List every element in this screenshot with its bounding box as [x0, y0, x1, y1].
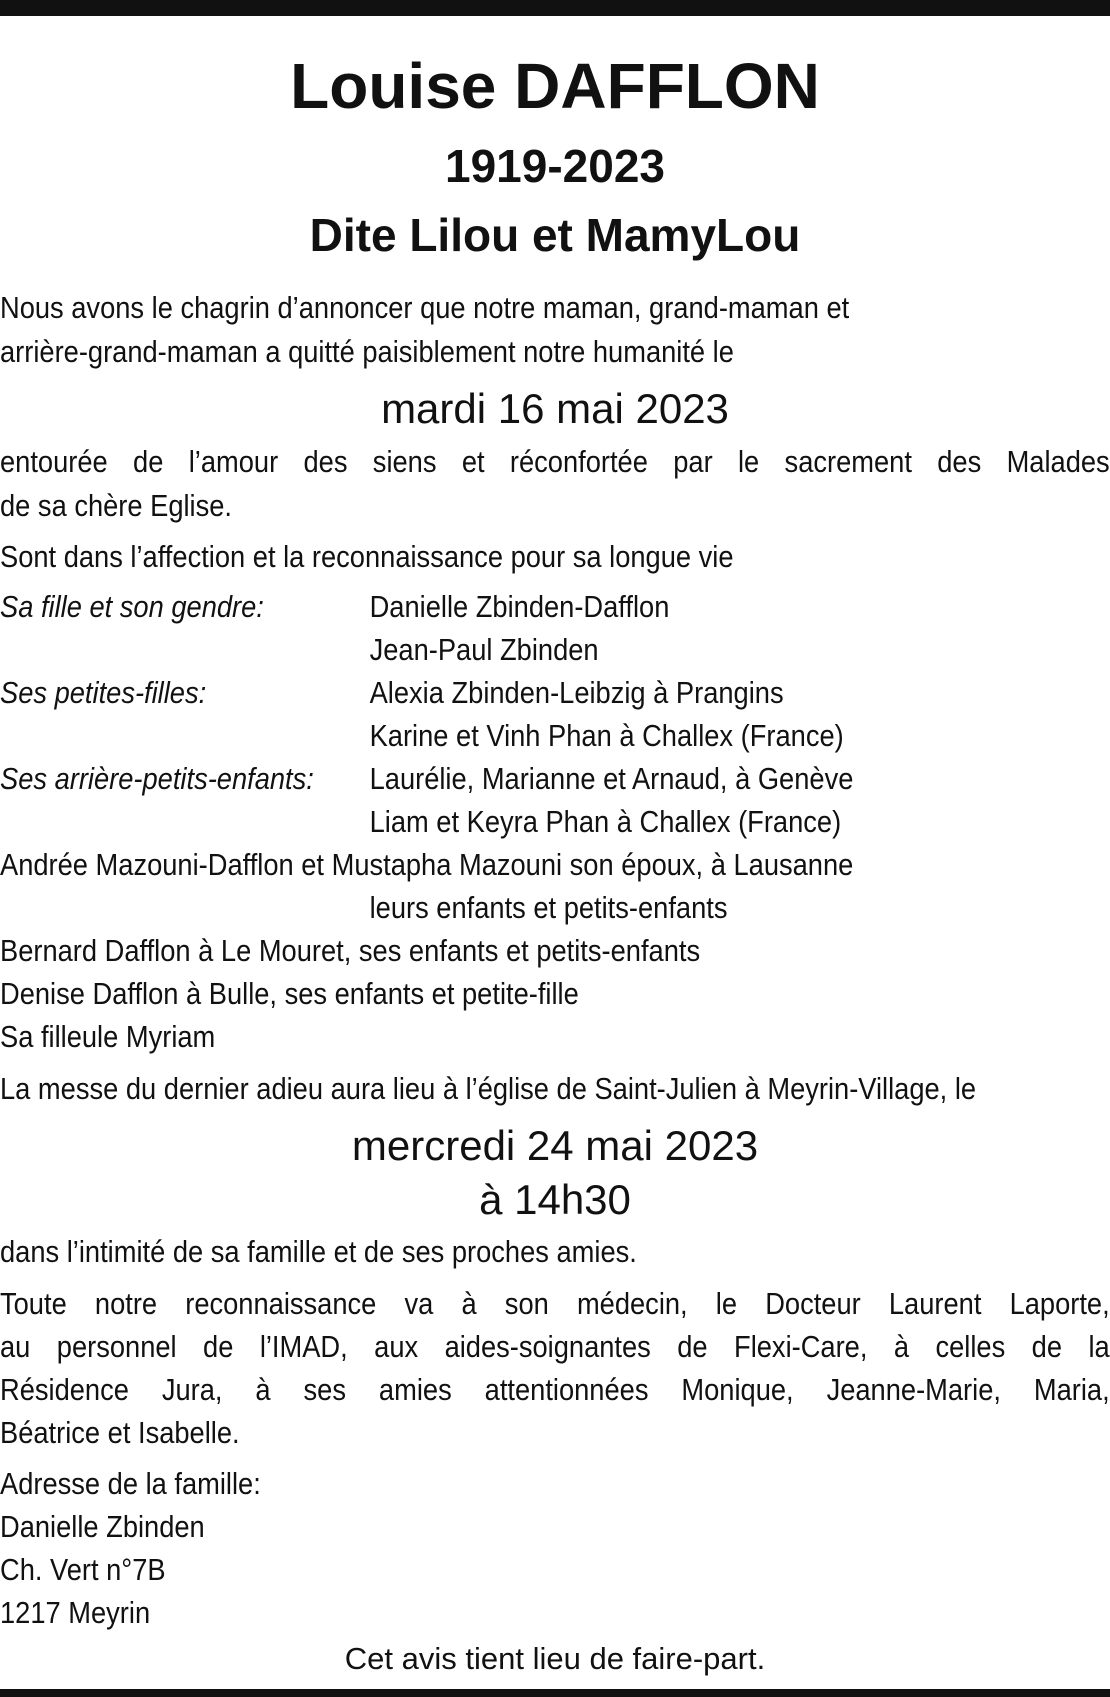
address-label: Adresse de la famille:	[0, 1466, 261, 1501]
top-border	[0, 0, 1110, 16]
announce-line-3: entourée de l’amour des siens et réconfortée par le sacrement des Malades	[0, 444, 1110, 479]
family-name: Alexia Zbinden-Leibzig à Prangins	[369, 675, 784, 710]
announce-line-4: de sa chère Eglise.	[0, 488, 233, 523]
family-name: Laurélie, Marianne et Arnaud, à Genève	[369, 761, 854, 796]
relative-line: Andrée Mazouni-Dafflon et Mustapha Mazouni son époux, à Lausanne	[0, 847, 854, 882]
family-name: Danielle Zbinden-Dafflon	[369, 589, 670, 624]
thanks-line: Béatrice et Isabelle.	[0, 1415, 240, 1450]
address-name: Danielle Zbinden	[0, 1509, 205, 1544]
relative-line: Bernard Dafflon à Le Mouret, ses enfants et petits-enfants	[0, 933, 701, 968]
ceremony-after: dans l’intimité de sa famille et de ses proches amies.	[0, 1234, 637, 1269]
life-years: 1919-2023	[445, 140, 665, 192]
bottom-border	[0, 1689, 1110, 1697]
relative-line: Denise Dafflon à Bulle, ses enfants et petite-fille	[0, 976, 579, 1011]
footer-note: Cet avis tient lieu de faire-part.	[344, 1641, 766, 1676]
thanks-line: au personnel de l’IMAD, aux aides-soignantes de Flexi-Care, à celles de la	[0, 1329, 1110, 1364]
relative-line: Sa filleule Myriam	[0, 1019, 216, 1054]
ceremony-time: à 14h30	[479, 1176, 631, 1223]
death-date: mardi 16 mai 2023	[381, 385, 729, 432]
family-label: Sa fille et son gendre:	[0, 589, 264, 624]
family-intro: Sont dans l’affection et la reconnaissance pour sa longue vie	[0, 539, 734, 574]
thanks-line: Toute notre reconnaissance va à son médecin, le Docteur Laurent Laporte,	[0, 1286, 1110, 1321]
announce-line-2: arrière-grand-maman a quitté paisiblement notre humanité le	[0, 334, 734, 369]
ceremony-line: La messe du dernier adieu aura lieu à l’église de Saint-Julien à Meyrin-Village, le	[0, 1071, 977, 1106]
family-label: Ses petites-filles:	[0, 675, 207, 710]
ceremony-date: mercredi 24 mai 2023	[351, 1122, 759, 1169]
family-name: Liam et Keyra Phan à Challex (France)	[369, 804, 842, 839]
announce-line-1: Nous avons le chagrin d’annoncer que notre maman, grand-maman et	[0, 290, 850, 325]
family-name: Karine et Vinh Phan à Challex (France)	[369, 718, 844, 753]
thanks-line: Résidence Jura, à ses amies attentionnées Monique, Jeanne-Marie, Maria,	[0, 1372, 1110, 1407]
deceased-name: Louise DAFFLON	[290, 50, 820, 122]
relative-line-indented: leurs enfants et petits-enfants	[369, 890, 728, 925]
family-label: Ses arrière-petits-enfants:	[0, 761, 314, 796]
nickname: Dite Lilou et MamyLou	[309, 209, 801, 261]
address-city: 1217 Meyrin	[0, 1595, 151, 1630]
address-street: Ch. Vert n°7B	[0, 1552, 166, 1587]
family-name: Jean-Paul Zbinden	[369, 632, 599, 667]
